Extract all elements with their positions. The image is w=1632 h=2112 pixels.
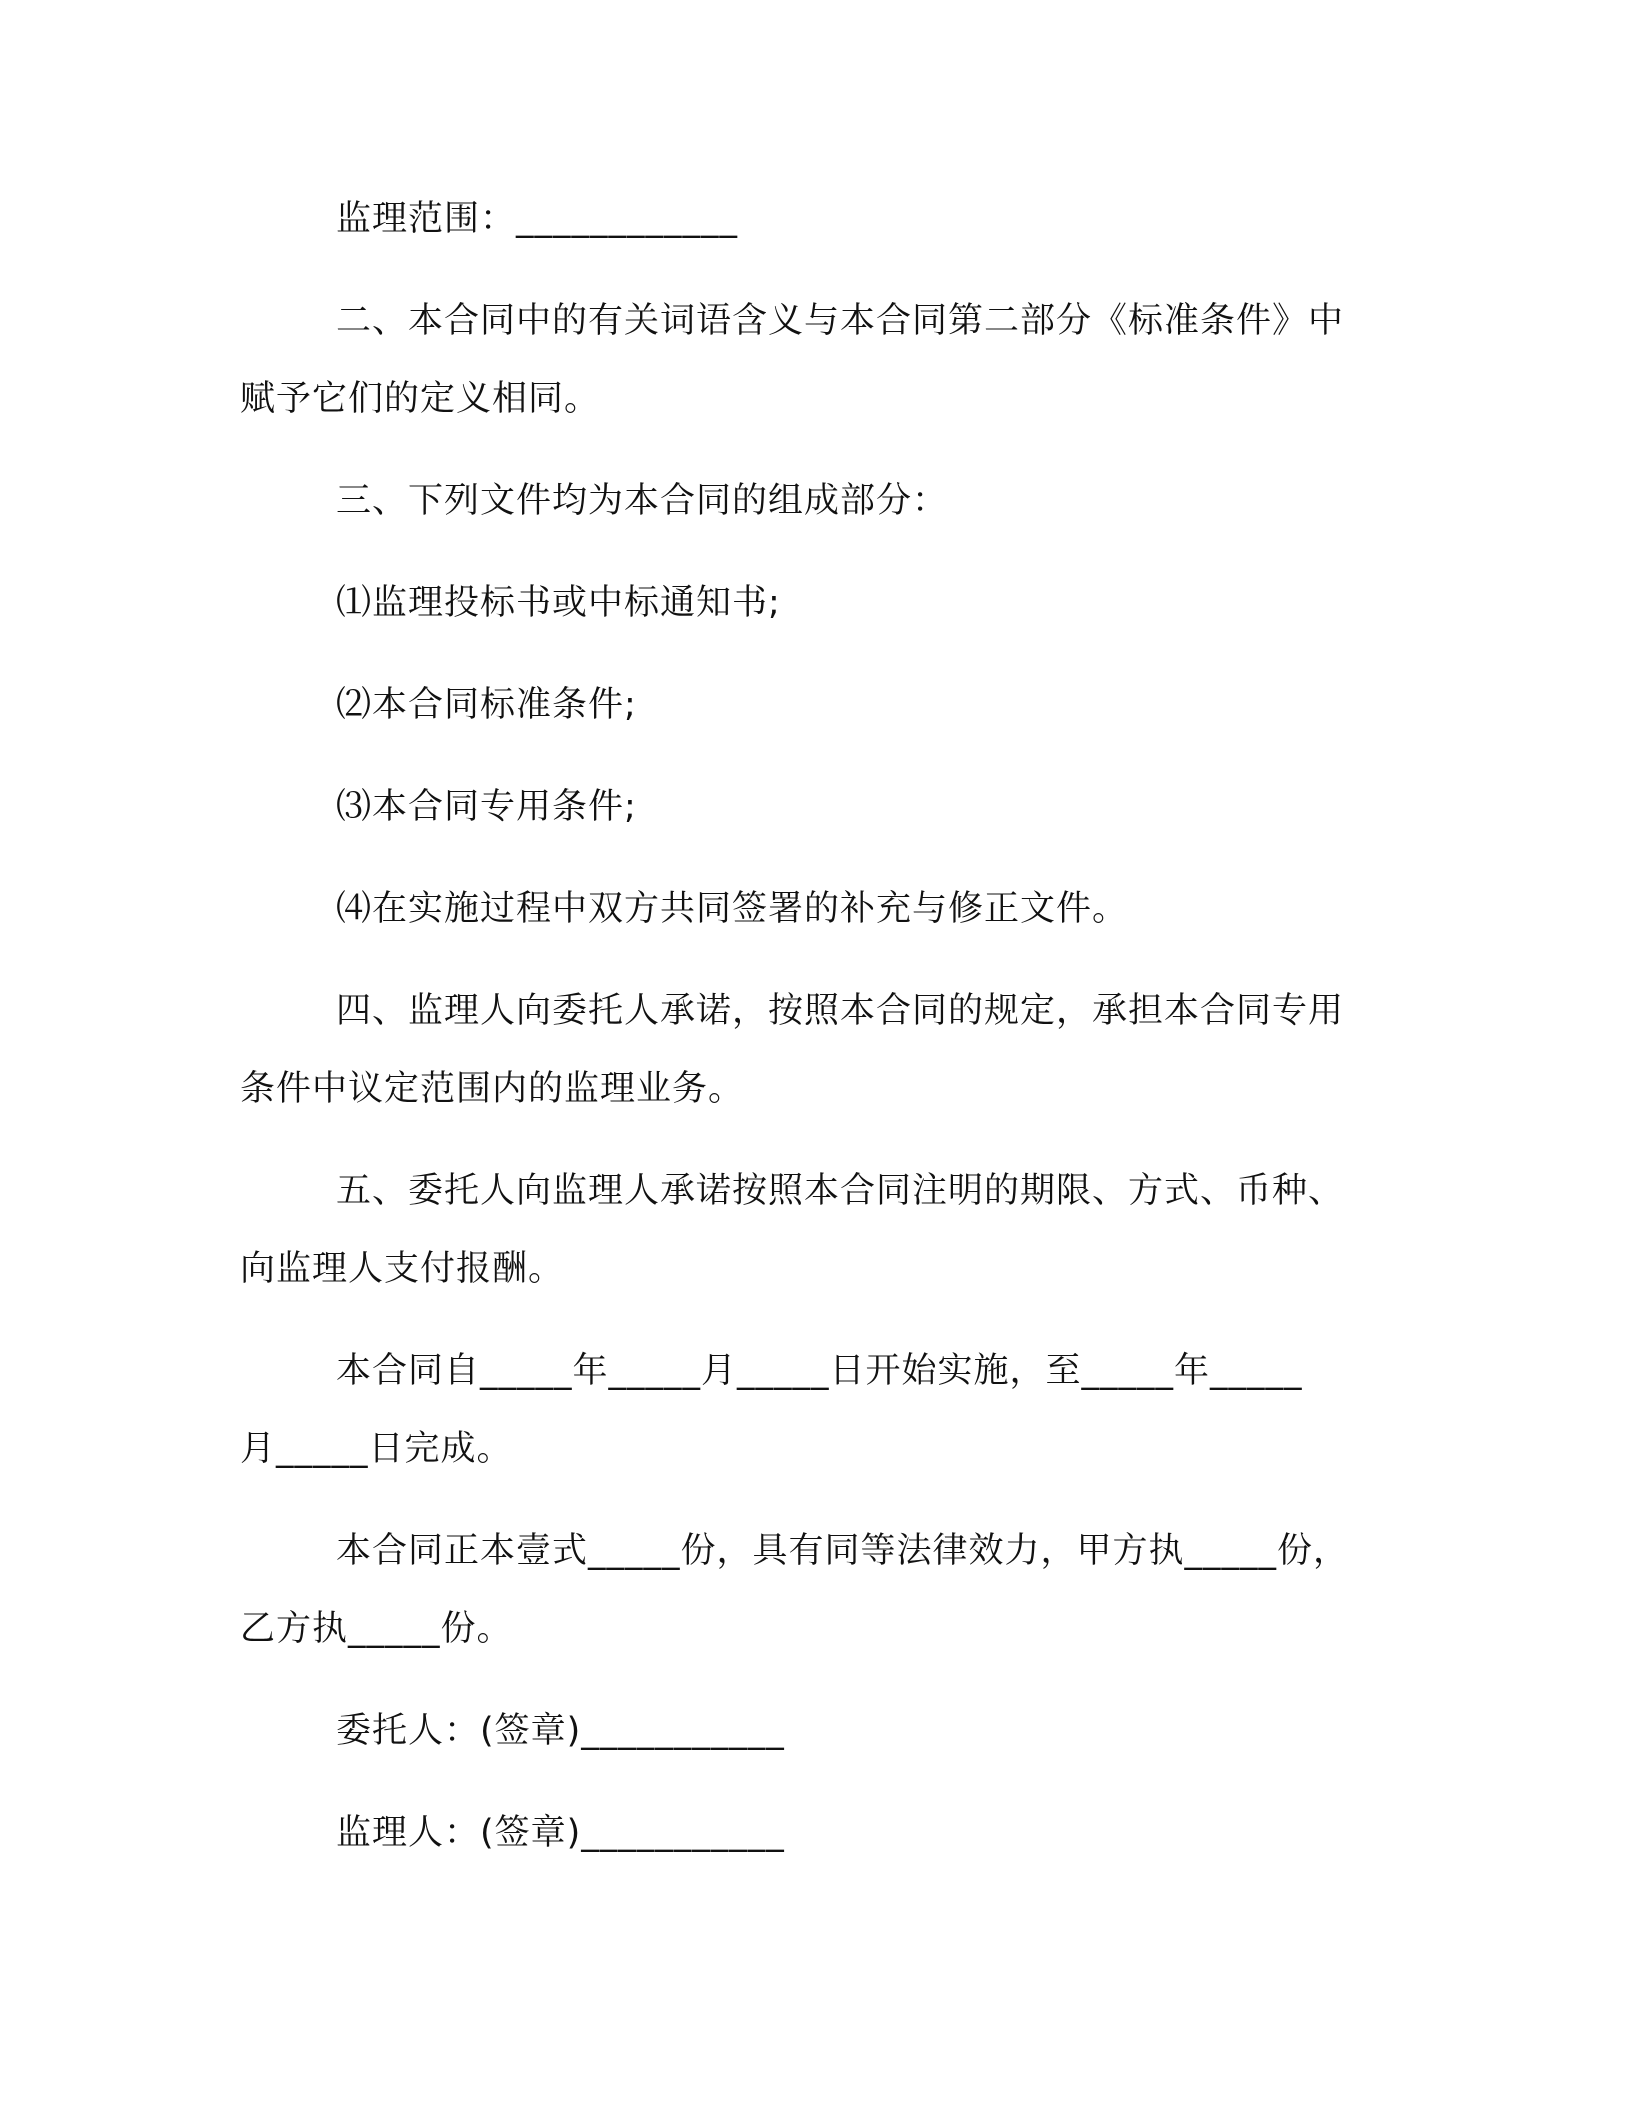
clause-3-heading: 三、下列文件均为本合同的组成部分：: [336, 481, 949, 521]
copies-line-1: 本合同正本壹式_____份，具有同等法律效力，甲方执_____份，: [336, 1531, 1350, 1571]
clause-4-line-2: 条件中议定范围内的监理业务。: [240, 1069, 745, 1109]
copies-line-2: 乙方执_____份。: [240, 1609, 513, 1649]
supervision-scope-line: 监理范围：____________: [336, 199, 739, 239]
contract-period-line-1: 本合同自_____年_____月_____日开始实施，至_____年_____: [336, 1351, 1303, 1391]
list-item-3: ⑶本合同专用条件;: [336, 787, 637, 827]
list-item-1: ⑴监理投标书或中标通知书;: [336, 583, 781, 623]
list-item-2: ⑵本合同标准条件;: [336, 685, 637, 725]
clause-2-line-1: 二、本合同中的有关词语含义与本合同第二部分《标准条件》中: [336, 301, 1345, 341]
list-item-4: ⑷在实施过程中双方共同签署的补充与修正文件。: [336, 889, 1129, 929]
clause-4-line-1: 四、监理人向委托人承诺，按照本合同的规定，承担本合同专用: [336, 991, 1345, 1031]
clause-2-line-2: 赋予它们的定义相同。: [240, 379, 601, 419]
clause-5-line-2: 向监理人支付报酬。: [240, 1249, 565, 1289]
contract-period-line-2: 月_____日完成。: [240, 1429, 513, 1469]
supervisor-signature-line: 监理人：(签章)___________: [336, 1813, 785, 1853]
client-signature-line: 委托人：(签章)___________: [336, 1711, 785, 1751]
clause-5-line-1: 五、委托人向监理人承诺按照本合同注明的期限、方式、币种、: [336, 1171, 1345, 1211]
